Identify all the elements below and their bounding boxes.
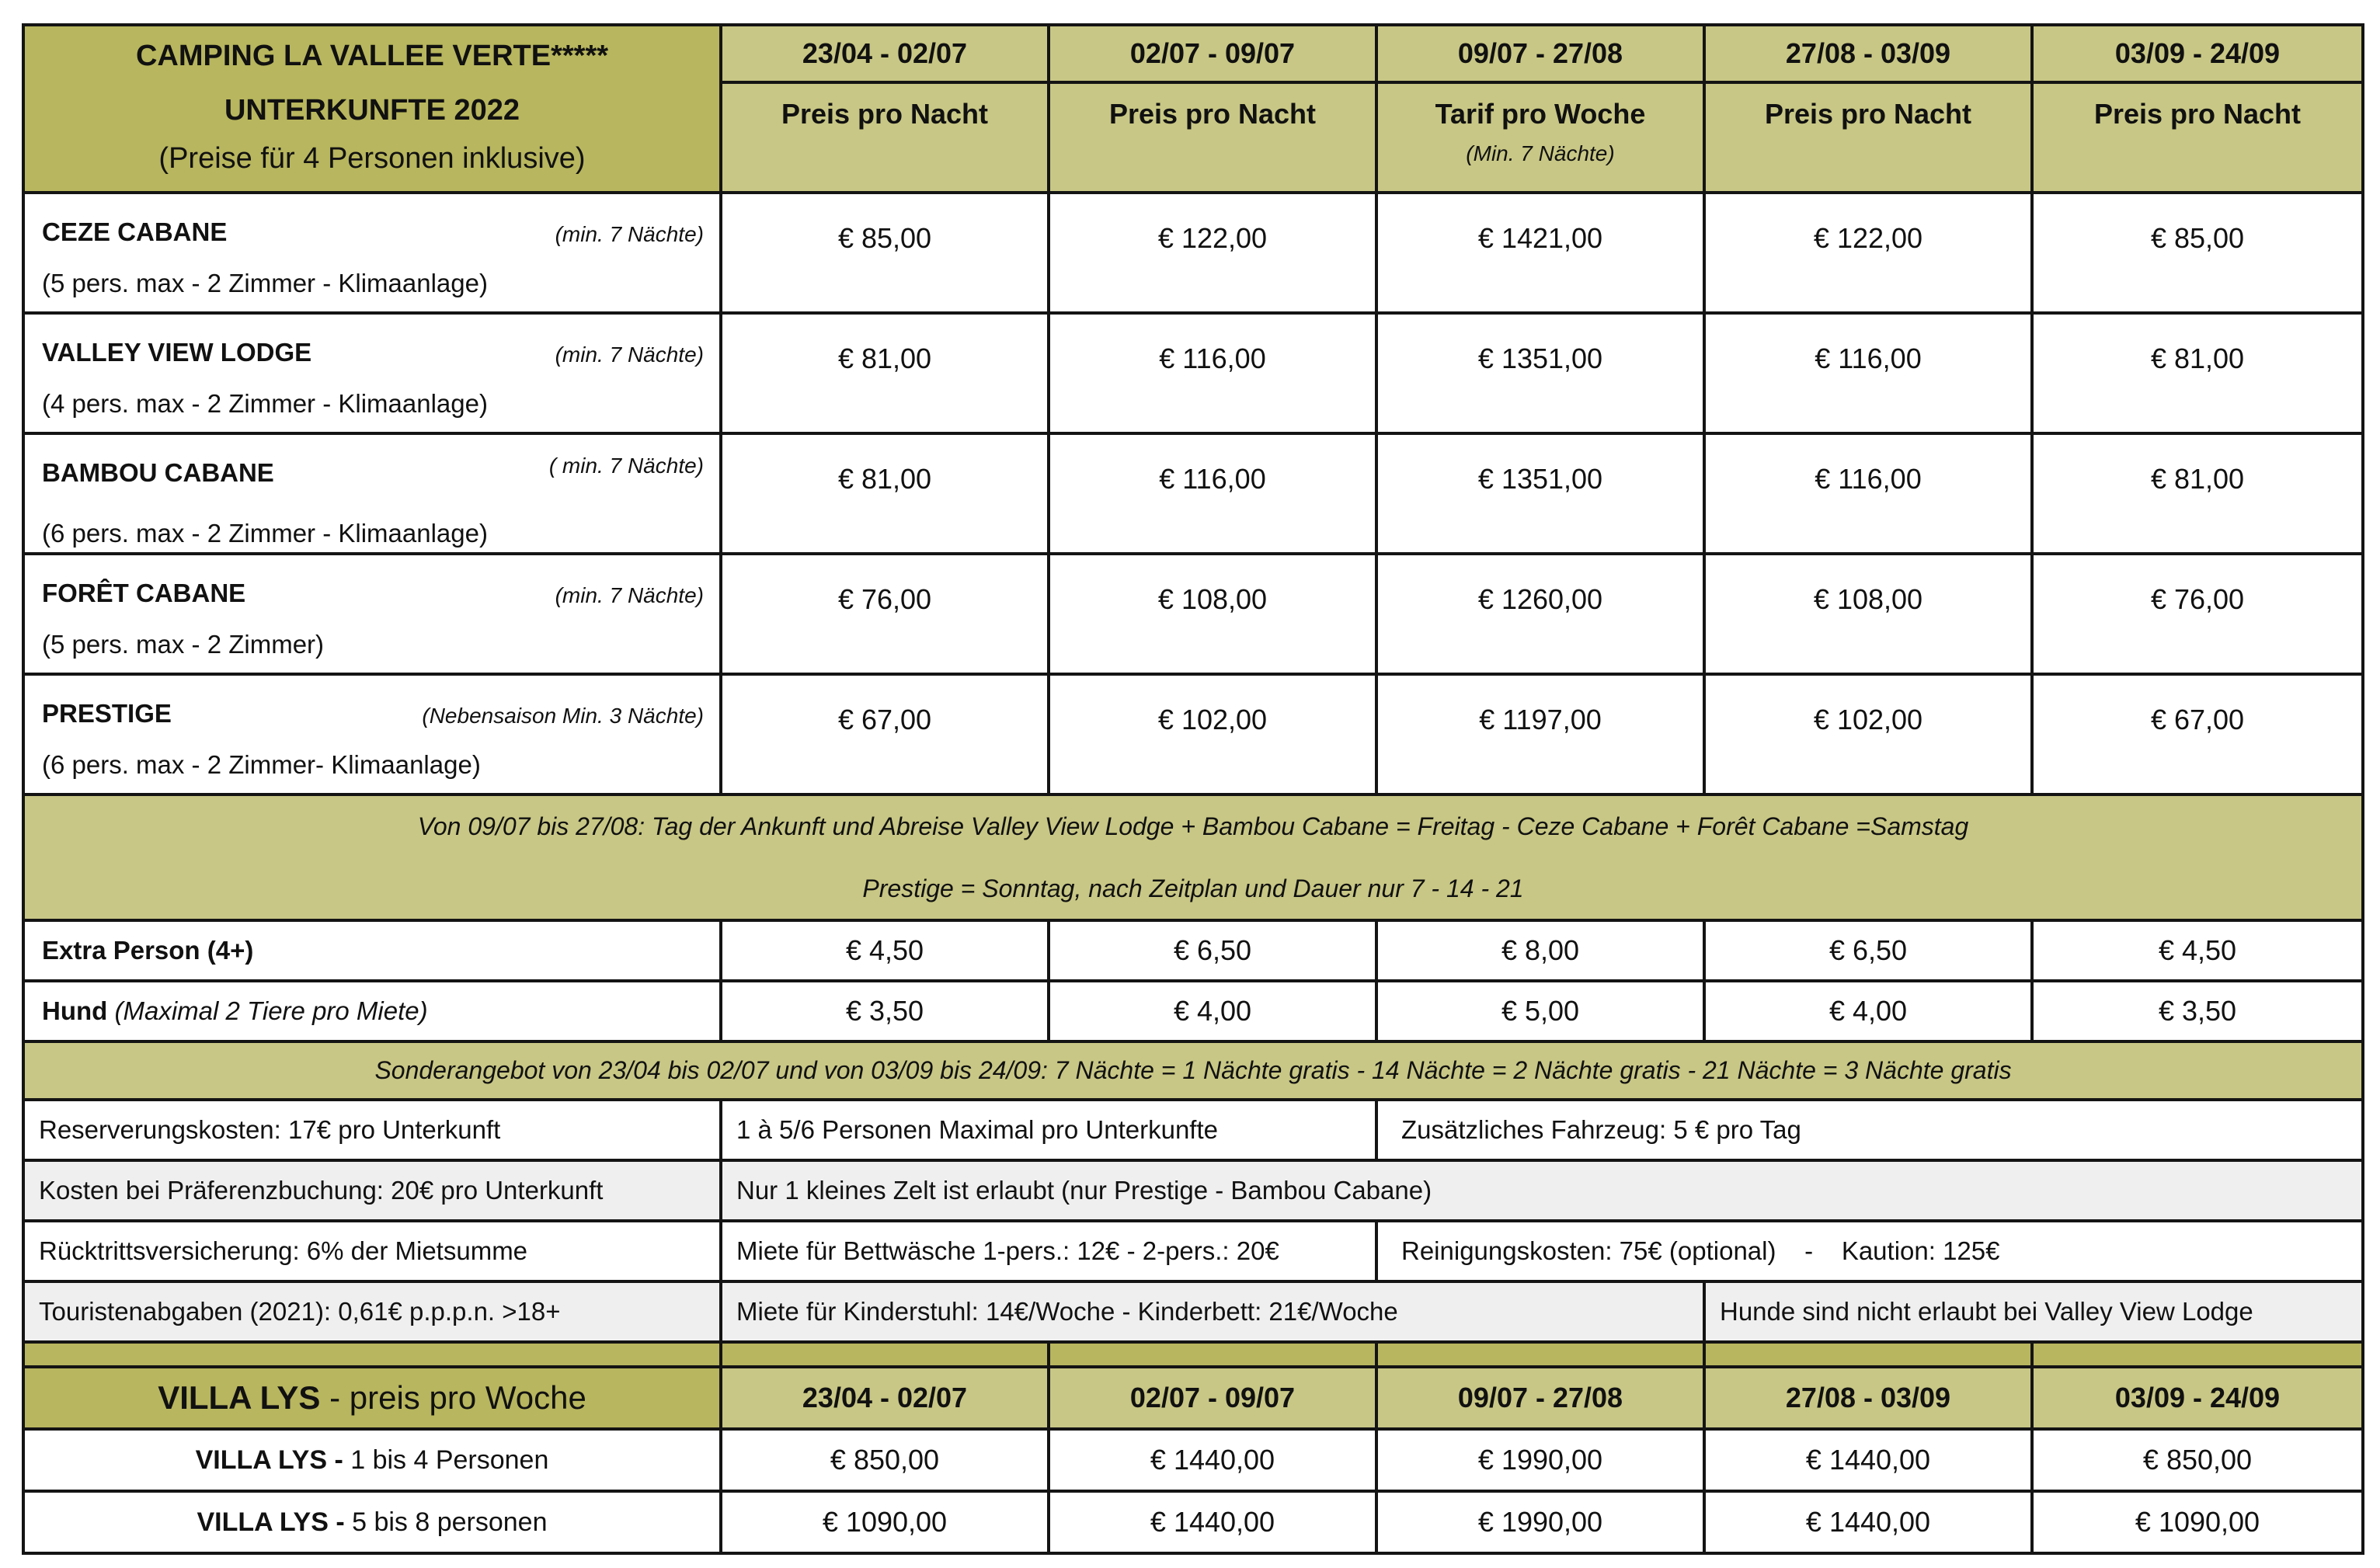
price-cell: € 4,00	[1704, 981, 2032, 1041]
unit-cell	[23, 674, 721, 794]
unit-name: FORÊT CABANE	[42, 579, 246, 607]
price-cell: € 85,00	[721, 193, 1049, 313]
unit-name: PRESTIGE	[42, 699, 172, 728]
price-cell: € 850,00	[721, 1429, 1049, 1491]
price-cell: € 1440,00	[1049, 1491, 1376, 1553]
price-cell: € 1990,00	[1376, 1429, 1704, 1491]
info-row	[23, 1160, 2363, 1221]
dog-label: Hund (Maximal 2 Tiere pro Miete)	[23, 981, 721, 1041]
price-cell: € 4,50	[2032, 920, 2363, 981]
price-cell: € 67,00	[2032, 674, 2363, 794]
info-row	[23, 1281, 2363, 1342]
price-cell: € 4,50	[721, 920, 1049, 981]
info-row	[23, 1100, 2363, 1160]
price-cell: € 116,00	[1049, 433, 1376, 554]
arrival-note-line: Von 09/07 bis 27/08: Tag der Ankunft und Abreise Valley View Lodge + Bambou Cabane = Freitag - Ceze Cabane + Forêt Cabane =Samstag	[417, 812, 1969, 840]
price-cell: € 4,00	[1049, 981, 1376, 1041]
price-cell: € 1440,00	[1704, 1491, 2032, 1553]
price-cell: € 6,50	[1704, 920, 2032, 981]
price-table	[22, 23, 2364, 1555]
price-cell: € 8,00	[1376, 920, 1704, 981]
unit-min: (min. 7 Nächte)	[555, 342, 704, 367]
price-cell: € 81,00	[2032, 313, 2363, 433]
price-cell: € 1440,00	[1049, 1429, 1376, 1491]
price-cell: € 116,00	[1049, 313, 1376, 433]
price-cell: € 67,00	[721, 674, 1049, 794]
table-row	[23, 313, 2363, 433]
price-cell: € 76,00	[721, 554, 1049, 674]
camping-price-note: (Preise für 4 Personen inklusive)	[158, 142, 586, 175]
info-cell: Reinigungskosten: 75€ (optional) - Kaution: 125€	[1376, 1221, 2363, 1281]
period-header: 03/09 - 24/09	[2032, 1367, 2363, 1429]
table-row	[23, 920, 2363, 981]
price-cell: € 1090,00	[2032, 1491, 2363, 1553]
unit-min: (Nebensaison Min. 3 Nächte)	[422, 704, 704, 728]
rate-label: Tarif pro Woche (Min. 7 Nächte)	[1376, 82, 1704, 193]
period-header: 27/08 - 03/09	[1704, 25, 2032, 82]
price-cell: € 6,50	[1049, 920, 1376, 981]
extra-person-label: Extra Person (4+)	[23, 920, 721, 981]
info-cell: Kosten bei Präferenzbuchung: 20€ pro Unterkunft	[23, 1160, 721, 1221]
info-cell: Hunde sind nicht erlaubt bei Valley View Lodge	[1704, 1281, 2363, 1342]
period-header: 09/07 - 27/08	[1376, 1367, 1704, 1429]
arrival-note-line: Prestige = Sonntag, nach Zeitplan und Dauer nur 7 - 14 - 21	[862, 874, 1524, 902]
period-header: 23/04 - 02/07	[721, 25, 1049, 82]
rate-label: Preis pro Nacht	[1704, 82, 2032, 193]
price-cell: € 102,00	[1704, 674, 2032, 794]
unit-cell	[23, 313, 721, 433]
arrival-note	[23, 794, 2363, 920]
price-cell: € 5,00	[1376, 981, 1704, 1041]
price-cell: € 116,00	[1704, 313, 2032, 433]
info-row	[23, 1221, 2363, 1281]
table-row	[23, 1429, 2363, 1491]
price-cell: € 108,00	[1704, 554, 2032, 674]
price-cell: € 102,00	[1049, 674, 1376, 794]
villa-title: VILLA LYS - preis pro Woche	[23, 1367, 721, 1429]
info-cell: Rücktrittsversicherung: 6% der Mietsumme	[23, 1221, 721, 1281]
price-cell: € 850,00	[2032, 1429, 2363, 1491]
price-cell: € 1090,00	[721, 1491, 1049, 1553]
unit-desc: (6 pers. max - 2 Zimmer- Klimaanlage)	[42, 750, 481, 779]
unit-min: (min. 7 Nächte)	[555, 222, 704, 246]
rate-label: Preis pro Nacht	[1049, 82, 1376, 193]
price-cell: € 1197,00	[1376, 674, 1704, 794]
price-cell: € 76,00	[2032, 554, 2363, 674]
price-cell: € 85,00	[2032, 193, 2363, 313]
table-row	[23, 193, 2363, 313]
info-cell: Nur 1 kleines Zelt ist erlaubt (nur Prestige - Bambou Cabane)	[721, 1160, 2363, 1221]
unit-name: CEZE CABANE	[42, 217, 228, 246]
unit-min: (min. 7 Nächte)	[555, 583, 704, 607]
price-cell: € 122,00	[1704, 193, 2032, 313]
period-header: 23/04 - 02/07	[721, 1367, 1049, 1429]
table-row	[23, 674, 2363, 794]
period-header: 03/09 - 24/09	[2032, 25, 2363, 82]
info-cell: Miete für Kinderstuhl: 14€/Woche - Kinderbett: 21€/Woche	[721, 1281, 1704, 1342]
price-cell: € 81,00	[721, 433, 1049, 554]
table-row	[23, 1491, 2363, 1553]
price-cell: € 81,00	[721, 313, 1049, 433]
period-header: 27/08 - 03/09	[1704, 1367, 2032, 1429]
info-cell: 1 à 5/6 Personen Maximal pro Unterkunfte	[721, 1100, 1376, 1160]
table-row	[23, 433, 2363, 554]
price-cell: € 1351,00	[1376, 433, 1704, 554]
price-cell: € 3,50	[2032, 981, 2363, 1041]
price-cell: € 1260,00	[1376, 554, 1704, 674]
unit-cell	[23, 193, 721, 313]
period-header: 02/07 - 09/07	[1049, 1367, 1376, 1429]
price-cell: € 116,00	[1704, 433, 2032, 554]
unit-min: ( min. 7 Nächte)	[548, 454, 704, 478]
special-offer: Sonderangebot von 23/04 bis 02/07 und von 03/09 bis 24/09: 7 Nächte = 1 Nächte gratis - 14 Nächte = 2 Nächte gratis - 21 Nächte = 3 Nächte gratis	[23, 1041, 2363, 1100]
price-cell: € 108,00	[1049, 554, 1376, 674]
rate-label: Preis pro Nacht	[721, 82, 1049, 193]
camping-subtitle: UNTERKUNFTE 2022	[224, 94, 520, 127]
unit-cell	[23, 554, 721, 674]
divider-band	[23, 1342, 2363, 1367]
price-cell: € 81,00	[2032, 433, 2363, 554]
unit-cell	[23, 433, 721, 554]
price-cell: € 1351,00	[1376, 313, 1704, 433]
unit-name: BAMBOU CABANE	[42, 458, 274, 487]
period-header: 09/07 - 27/08	[1376, 25, 1704, 82]
unit-desc: (5 pers. max - 2 Zimmer - Klimaanlage)	[42, 269, 488, 297]
unit-name: VALLEY VIEW LODGE	[42, 338, 312, 367]
info-cell: Miete für Bettwäsche 1-pers.: 12€ - 2-pers.: 20€	[721, 1221, 1376, 1281]
camping-title: CAMPING LA VALLEE VERTE*****	[135, 40, 609, 72]
rate-min-note: (Min. 7 Nächte)	[1466, 141, 1615, 165]
price-cell: € 3,50	[721, 981, 1049, 1041]
unit-desc: (4 pers. max - 2 Zimmer - Klimaanlage)	[42, 389, 488, 418]
rate-label: Preis pro Nacht	[2032, 82, 2363, 193]
price-cell: € 1421,00	[1376, 193, 1704, 313]
price-cell: € 122,00	[1049, 193, 1376, 313]
info-cell: Reserverungskosten: 17€ pro Unterkunft	[23, 1100, 721, 1160]
camping-title-cell	[23, 25, 721, 193]
villa-row-label: VILLA LYS - 5 bis 8 personen	[23, 1491, 721, 1553]
price-cell: € 1990,00	[1376, 1491, 1704, 1553]
villa-row-label: VILLA LYS - 1 bis 4 Personen	[23, 1429, 721, 1491]
table-row	[23, 554, 2363, 674]
info-cell: Touristenabgaben (2021): 0,61€ p.p.p.n. >18+	[23, 1281, 721, 1342]
unit-desc: (5 pers. max - 2 Zimmer)	[42, 630, 325, 659]
info-cell: Zusätzliches Fahrzeug: 5 € pro Tag	[1376, 1100, 2363, 1160]
price-cell: € 1440,00	[1704, 1429, 2032, 1491]
period-header: 02/07 - 09/07	[1049, 25, 1376, 82]
table-row	[23, 981, 2363, 1041]
unit-desc: (6 pers. max - 2 Zimmer - Klimaanlage)	[42, 519, 488, 548]
